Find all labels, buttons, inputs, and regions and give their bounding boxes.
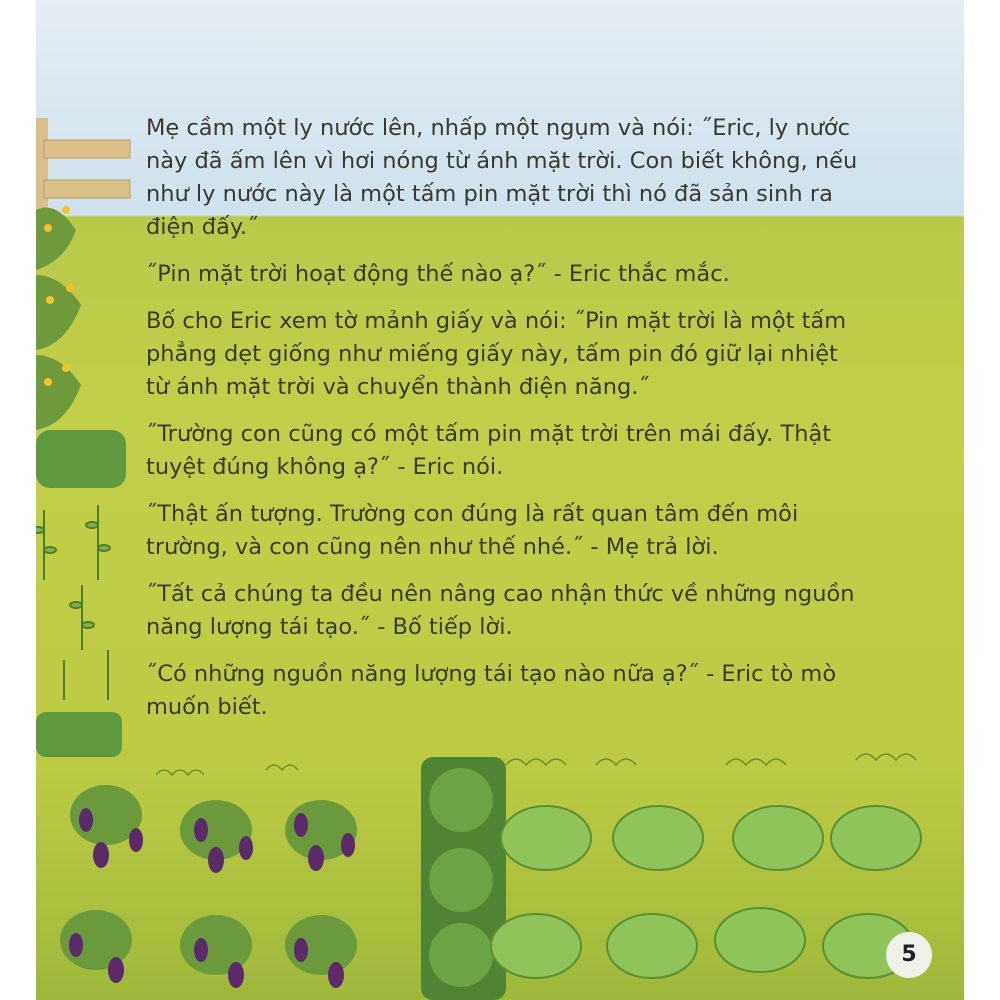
eggplant-plants — [60, 785, 357, 988]
right-page-margin — [964, 0, 1000, 1000]
paragraph-2: ˝Pin mặt trời hoạt động thế nào ạ?˝ - Eric thắc mắc. — [146, 261, 730, 287]
grass-tufts — [156, 754, 916, 775]
paragraph-7: ˝Có những nguồn năng lượng tái tạo nào nữa ạ?˝ - Eric tò mò muốn biết. — [146, 661, 837, 720]
lettuce-heads — [491, 806, 921, 978]
paragraph-6: ˝Tất cả chúng ta đều nên nâng cao nhận thức về những nguồn năng lượng tái tạo.˝ - Bố tiếp lời. — [146, 581, 855, 640]
page-number: 5 — [886, 932, 932, 978]
paragraph-3: Bố cho Eric xem tờ mảnh giấy và nói: ˝Pin mặt trời là một tấm phẳng dẹt giống như miếng giấy này, tấm pin đó giữ lại nhiệt từ ánh mặt trời và chuyển thành điện năng.˝ — [146, 308, 847, 400]
flower-bushes — [36, 206, 81, 430]
sprouts — [36, 505, 110, 700]
story-text — [146, 112, 866, 738]
paragraph-4: ˝Trường con cũng có một tấm pin mặt trời trên mái đấy. Thật tuyệt đúng không ạ?˝ - Eric nói. — [146, 421, 832, 480]
paragraph-5: ˝Thật ấn tượng. Trường con đúng là rất quan tâm đến môi trường, và con cũng nên như thế nhé.˝ - Mẹ trả lời. — [146, 501, 799, 560]
paragraph-1: Mẹ cầm một ly nước lên, nhấp một ngụm và nói: ˝Eric, ly nước này đã ấm lên vì hơi nóng từ ánh mặt trời. Con biết không, nếu như ly nước này là một tấm pin mặt trời thì nó đã sản sinh ra điện đấy.˝ — [146, 115, 858, 240]
left-page-margin — [0, 0, 36, 1000]
